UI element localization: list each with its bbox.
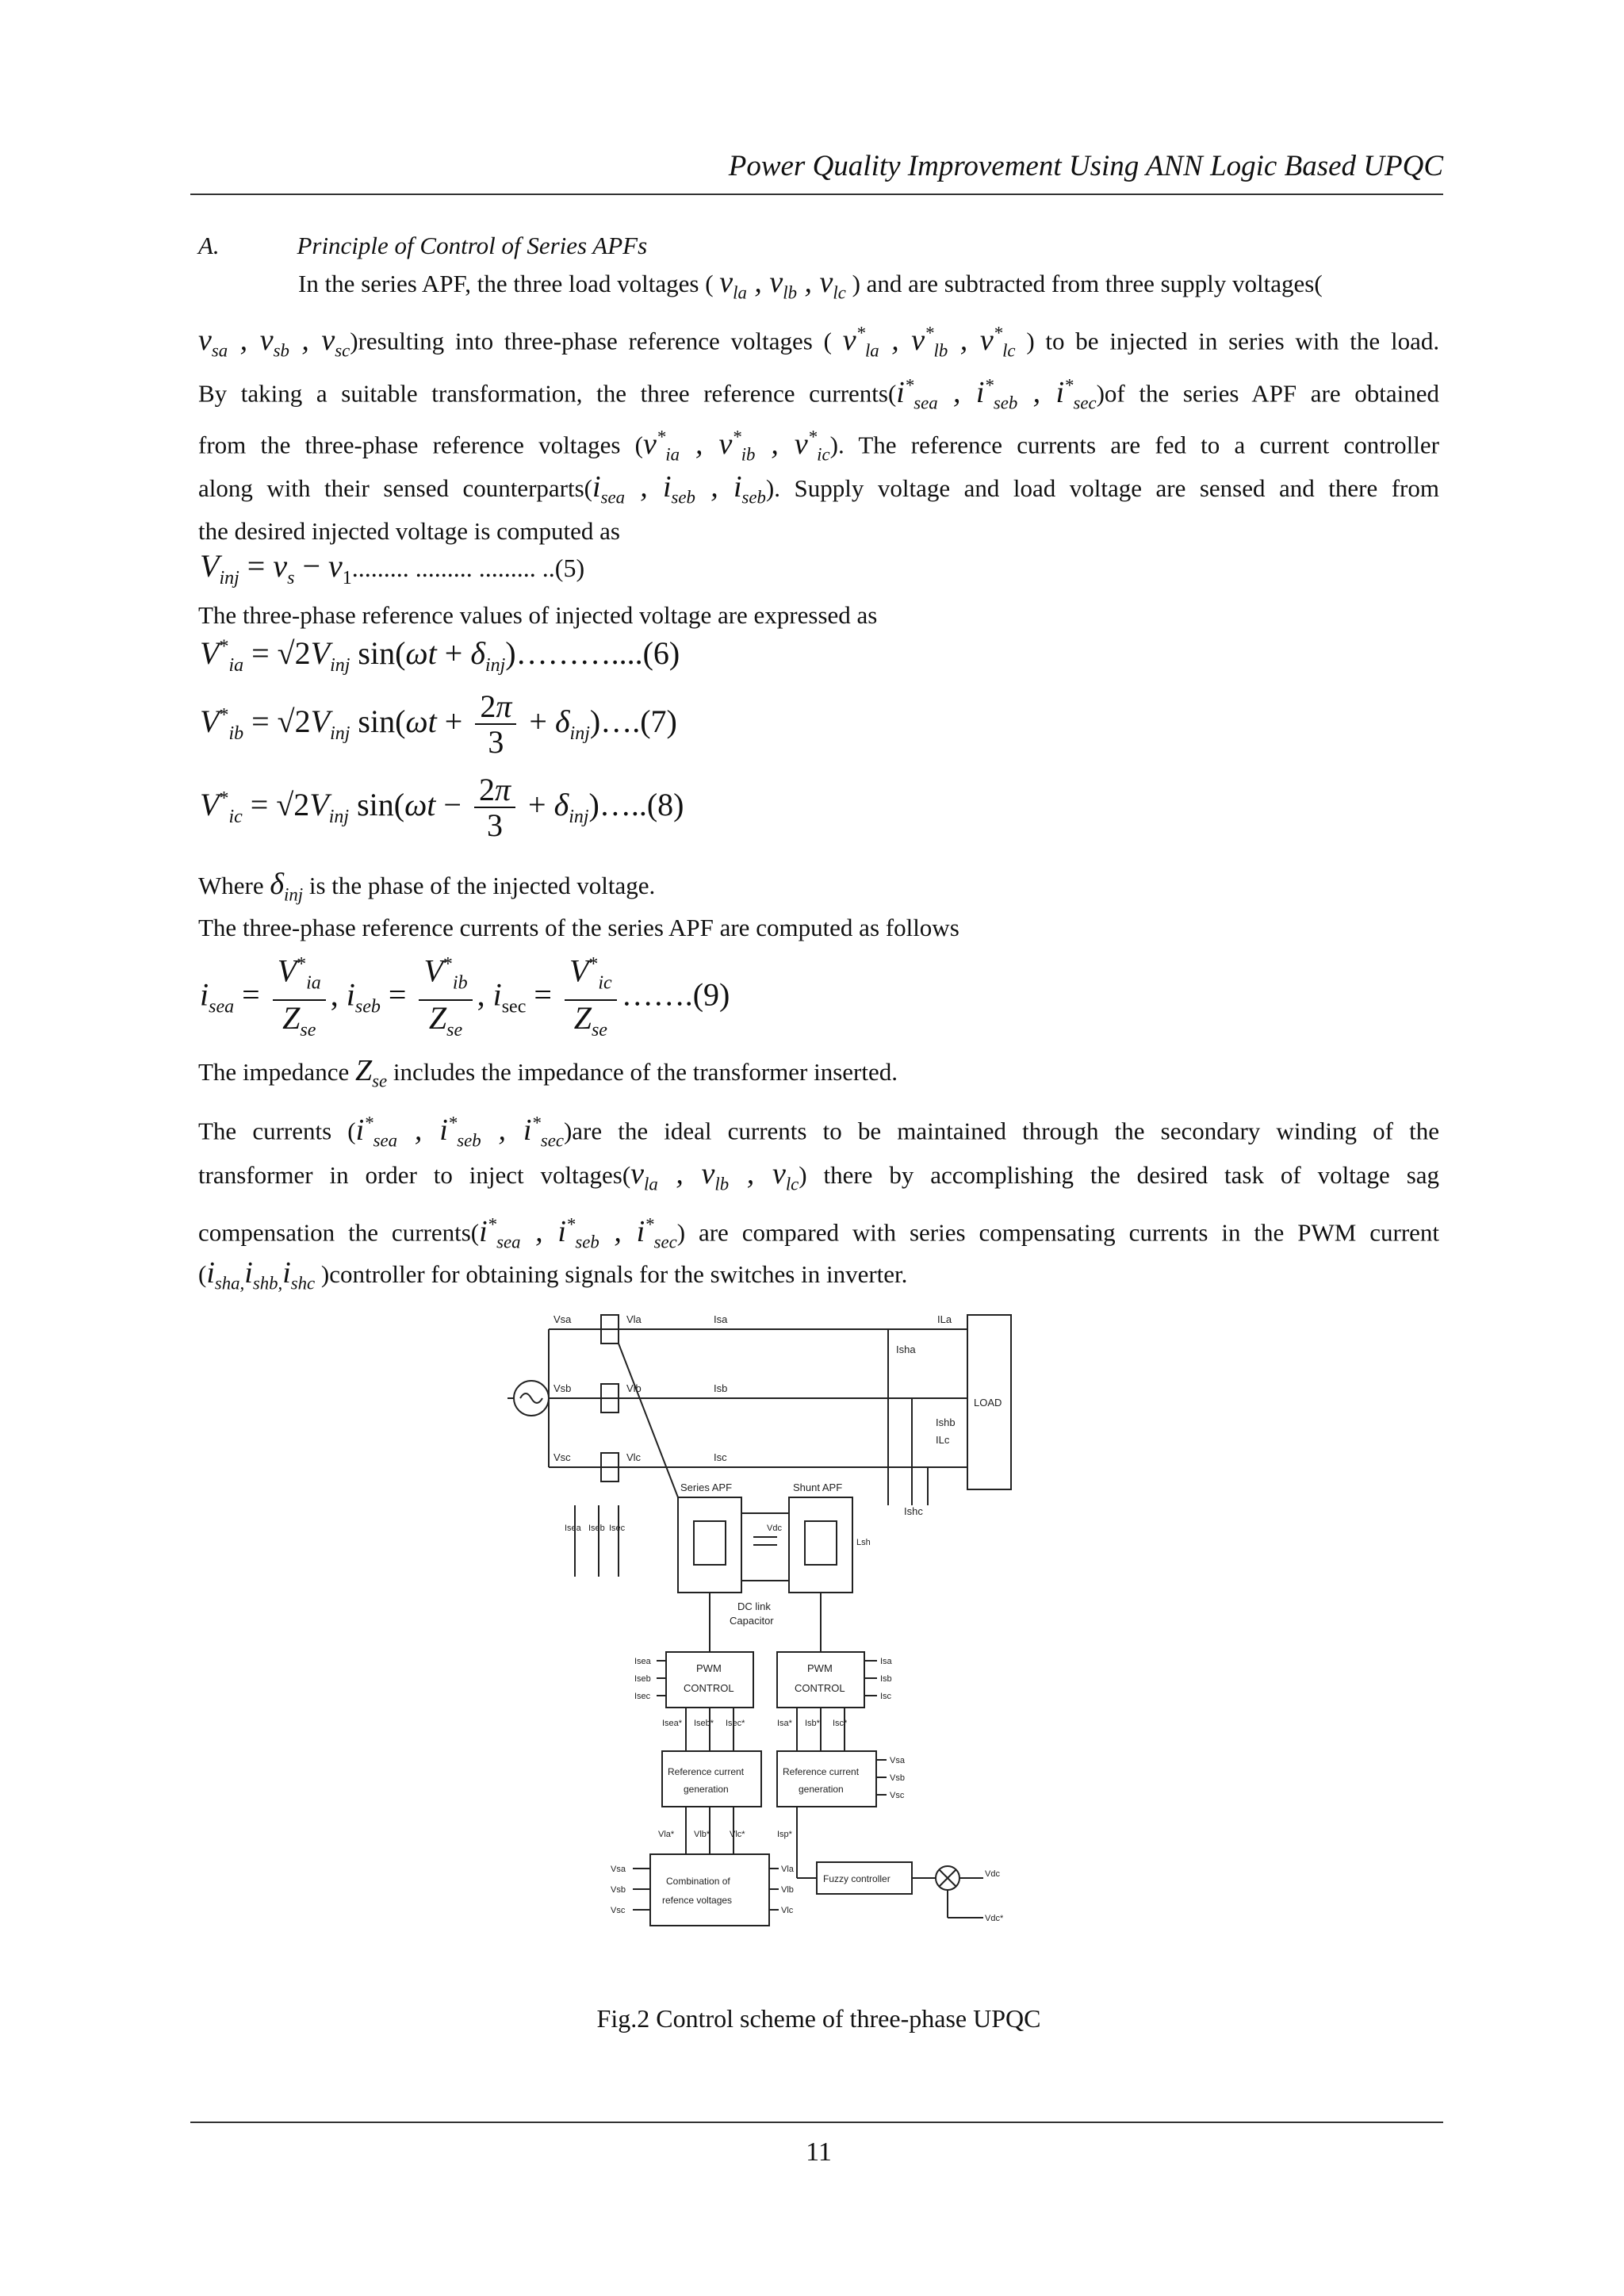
label-vsa-ref: Vsa — [890, 1756, 905, 1765]
label-vla-star: Vla* — [658, 1830, 675, 1839]
combination-label-1: Combination of — [666, 1876, 730, 1887]
combination-label-2: refence voltages — [662, 1895, 733, 1906]
running-header: Power Quality Improvement Using ANN Logic Based UPQC — [728, 150, 1443, 182]
label-vsb-comb: Vsb — [611, 1885, 626, 1895]
shunt-apf-label: Shunt APF — [793, 1481, 843, 1493]
para1-line1: In the series APF, the three load voltages ( $v_{la}$ , $v_{lb}$ , $v_{lc}$ ) and are subtracted from three supply voltages( — [298, 266, 1323, 303]
label-ishb: Ishb — [936, 1416, 956, 1428]
label-vlc-star: Vlc* — [730, 1830, 745, 1839]
label-isec-pwm: Isec — [634, 1692, 651, 1701]
label-ila: ILa — [937, 1313, 952, 1325]
where-line: Where $\delta_{inj}$ is the phase of the injected voltage. — [198, 868, 656, 905]
ref-current-label-1: Reference current — [668, 1766, 745, 1777]
label-vdc-fuzzy: Vdc — [985, 1869, 1000, 1879]
generation-label-2: generation — [799, 1784, 844, 1795]
label-vsb-ref: Vsb — [890, 1773, 905, 1783]
load-label: LOAD — [974, 1397, 1002, 1409]
para1-line3: By taking a suitable transformation, the three reference $currents(i^*_{sea}$ , $i^*_{seb}$ , $i^*_{sec})of$ the series APF are obtained — [198, 375, 1439, 413]
series-inverter-icon — [694, 1521, 726, 1565]
label-iseb-star: Iseb* — [694, 1719, 714, 1728]
ref-current-label-2: Reference current — [783, 1766, 860, 1777]
section-number: A. — [198, 232, 220, 259]
label-isb-star: Isb* — [805, 1719, 820, 1728]
para1-line4: from the three-phase reference voltages ($v^*_{ia}$ , $v^*_{ib}$ , $v^*_{ic}$). The reference currents are fed to a current controller — [198, 427, 1439, 465]
label-vlc: Vlc — [626, 1451, 642, 1463]
label-vla-comb: Vla — [781, 1865, 794, 1874]
page-number: 11 — [806, 2137, 832, 2167]
para2-line2: transformer in order to inject $voltages(v_{la}$ , $v_{lb}$ , $v_{lc}$) there by accomplishing the desired task of voltage sag — [198, 1157, 1440, 1194]
header-rule — [190, 194, 1443, 195]
label-isc-pwm: Isc — [880, 1692, 892, 1701]
label-ishc: Ishc — [904, 1505, 923, 1517]
label-isha: Isha — [896, 1343, 916, 1355]
para1-line2: $v_{sa}$ , $v_{sb}$ , $v_{sc})resulting$ into three-phase reference voltages ( $v^*_{la}$ , $v^*_{lb}$ , $v^*_{lc}$ ) to be injected in series with the load. — [198, 323, 1440, 361]
fuzzy-controller-label: Fuzzy controller — [823, 1873, 891, 1884]
series-ref-current-block — [662, 1751, 761, 1807]
label-vlb-star: Vlb* — [694, 1830, 710, 1839]
series-apf-block — [678, 1497, 741, 1593]
shunt-ref-current-block — [777, 1751, 876, 1807]
label-vsc-comb: Vsc — [611, 1906, 626, 1915]
pwm-label-2: PWM — [807, 1662, 833, 1674]
section-heading — [198, 230, 647, 262]
sine-wave-icon — [520, 1393, 542, 1403]
shunt-inverter-icon — [805, 1521, 837, 1565]
label-vla: Vla — [626, 1313, 642, 1325]
shunt-pwm-control — [777, 1652, 864, 1708]
label-isa-pwm: Isa — [880, 1657, 892, 1666]
label-vdc-cap: Vdc — [767, 1524, 782, 1533]
control-label-1: CONTROL — [684, 1682, 734, 1694]
pwm-label-1: PWM — [696, 1662, 722, 1674]
shunt-apf-block — [789, 1497, 852, 1593]
label-isea-star: Isea* — [662, 1719, 683, 1728]
label-isb-pwm: Isb — [880, 1674, 892, 1684]
series-apf-label: Series APF — [680, 1481, 733, 1493]
label-isb: Isb — [714, 1382, 728, 1394]
label-isc-star: Isc* — [833, 1719, 848, 1728]
generation-label-1: generation — [684, 1784, 729, 1795]
label-lsh: Lsh — [856, 1538, 871, 1547]
label-isec-top: Isec — [609, 1524, 626, 1533]
label-isp-star: Isp* — [777, 1830, 792, 1839]
combination-block — [650, 1854, 769, 1926]
control-label-2: CONTROL — [795, 1682, 845, 1694]
label-vlb-comb: Vlb — [781, 1885, 794, 1895]
label-iseb-pwm: Iseb — [634, 1674, 651, 1684]
para2-line1: The currents ($i^*_{sea}$ , $i^*_{seb}$ , $i^*_{sec})are$ the ideal currents to be maintained through the secondary winding of the — [198, 1113, 1440, 1151]
ref-currents-intro: The three-phase reference currents of the series APF are computed as follows — [198, 914, 959, 941]
label-vsb: Vsb — [553, 1382, 572, 1394]
label-iseb-top: Iseb — [588, 1524, 605, 1533]
label-isea-top: Isea — [565, 1524, 581, 1533]
equation-9: $i_{sea}$ = $\frac{V^*_{ia}}{Z_{se}}$ , $i_{seb}$ = $\frac{V^*_{ib}}{Z_{se}}$ , $i_{sec}$ = $\frac{V^*_{ic}}{Z_{se}}$ …….(9) — [200, 948, 730, 1048]
footer-rule — [190, 2122, 1443, 2123]
upqc-control-diagram — [508, 1307, 1174, 1997]
para1-line5: along with their sensed $counterparts(i_{sea}$ , $i_{seb}$ , $i_{seb}$). Supply voltage and load voltage are sensed and there from — [198, 470, 1439, 508]
equation-8: $V^*_{ic} = √2V_{inj}$ sin(ωt − $\frac{2\pi}{3}$ + $\delta_{inj})\dots..(8)$ — [200, 772, 684, 843]
label-vsa-comb: Vsa — [611, 1865, 626, 1874]
label-vsc: Vsc — [553, 1451, 571, 1463]
label-vlc-comb: Vlc — [781, 1906, 794, 1915]
label-vdc-star: Vdc* — [985, 1914, 1004, 1923]
label-isec-star: Isec* — [726, 1719, 745, 1728]
section-title: Principle of Control of Series APFs — [297, 232, 648, 259]
para2-line3: compensation the $currents(i^*_{sea}$ , $i^*_{seb}$ , $i^*_{sec}$) are compared with series compensating currents in the PWM current — [198, 1214, 1440, 1252]
equation-5: $V_{inj} = v_s - v_1$......... ......... ......... ..(5) — [200, 548, 585, 588]
label-isa: Isa — [714, 1313, 728, 1325]
dc-link-label: DC link — [737, 1600, 771, 1612]
ref-voltage-intro: The three-phase reference values of injected voltage are expressed as — [198, 601, 878, 629]
figure-caption: Fig.2 Control scheme of three-phase UPQC — [596, 2004, 1041, 2033]
para1-line6: the desired injected voltage is computed as — [198, 517, 620, 545]
equation-6: $V^*_{ia} = √2V_{inj}$ $\sin(\omega t + \delta_{inj})\dots\dots\dots....(6)$ — [200, 635, 680, 676]
capacitor-label: Capacitor — [730, 1615, 774, 1627]
impedance-line: The impedance $Z_{se}$ includes the impedance of the transformer inserted. — [198, 1054, 898, 1091]
label-isc: Isc — [714, 1451, 727, 1463]
label-vlb: Vlb — [626, 1382, 642, 1394]
para2-line4: ($i_{sha,}i_{shb,}i_{shc}$ )controller for obtaining signals for the switches in inverter. — [198, 1256, 908, 1294]
label-isea-pwm: Isea — [634, 1657, 651, 1666]
label-vsc-ref: Vsc — [890, 1791, 905, 1800]
equation-7: $V^*_{ib} = √2V_{inj}$ sin(ωt + $\frac{2\pi}{3}$ + $\delta_{inj})\dots.(7)$ — [200, 688, 677, 760]
series-pwm-control — [666, 1652, 753, 1708]
label-isa-star: Isa* — [777, 1719, 792, 1728]
label-vsa: Vsa — [553, 1313, 572, 1325]
label-ilc: ILc — [936, 1434, 950, 1446]
